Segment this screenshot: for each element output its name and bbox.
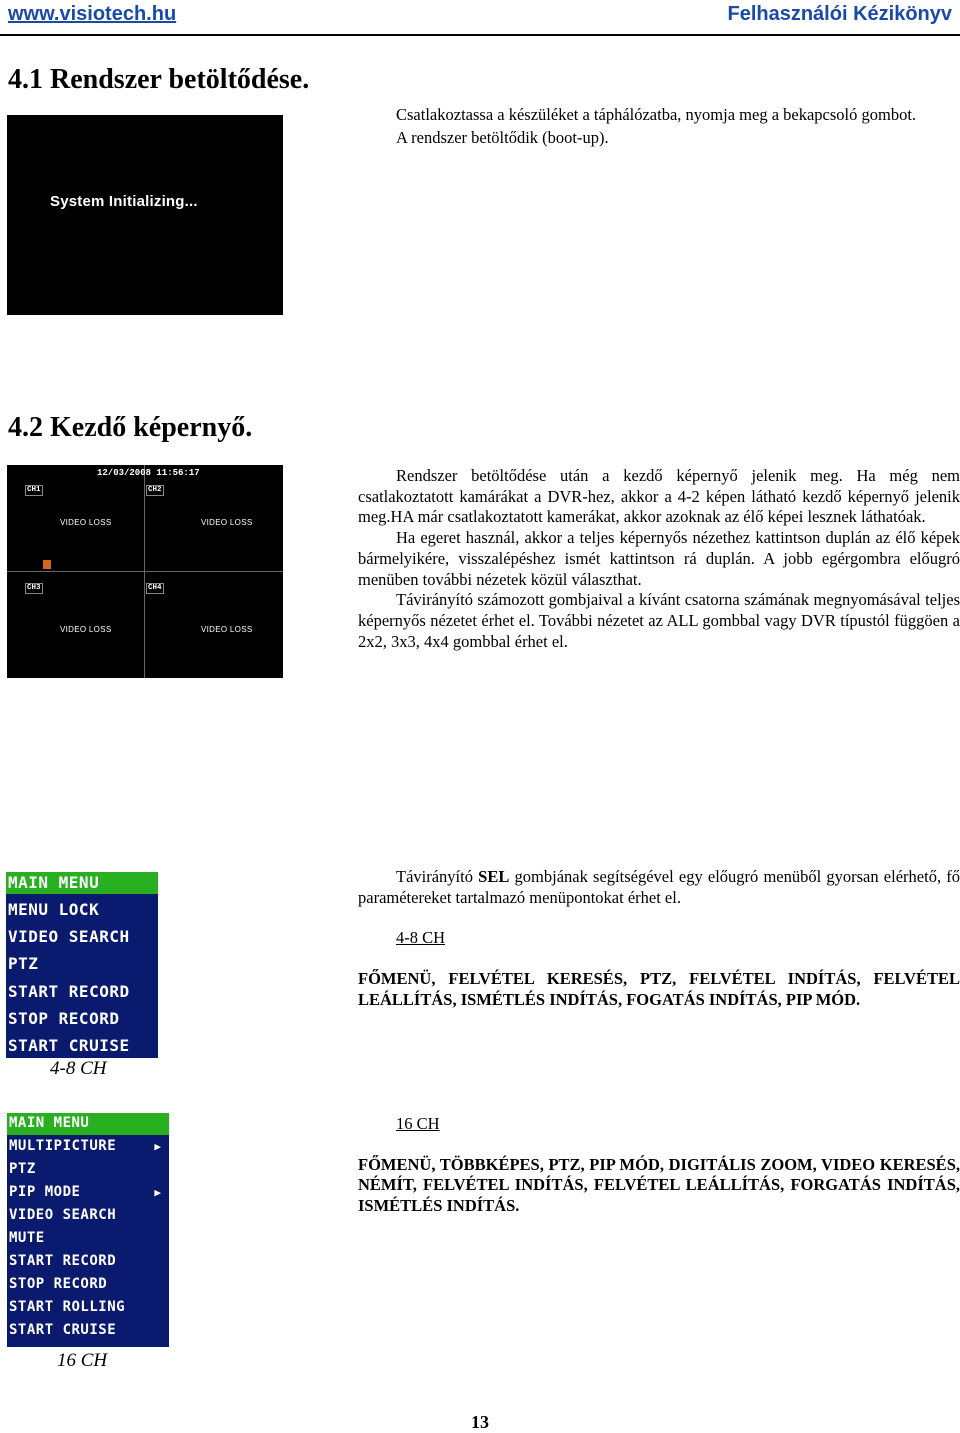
status-indicator-icon: [43, 560, 51, 569]
section-title-boot: 4.1 Rendszer betöltődése.: [8, 64, 310, 95]
caption-4-8ch: 4-8 CH: [50, 1058, 107, 1079]
menu-item: START CRUISE: [9, 1322, 117, 1338]
sel-paragraph: [358, 867, 960, 1011]
boot-screen-text: System Initializing...: [50, 193, 198, 210]
boot-status-text: A rendszer betöltődik (boot-up).: [396, 127, 609, 147]
menu-item: MUTE: [9, 1230, 45, 1246]
video-loss-4: VIDEO LOSS: [201, 625, 253, 634]
menu-item: PIP MODE: [9, 1184, 81, 1200]
channel-label-2: CH2: [148, 486, 162, 494]
video-loss-1: VIDEO LOSS: [60, 518, 112, 527]
menu-item: START ROLLING: [9, 1299, 126, 1315]
header-divider: [0, 34, 960, 36]
menu-16ch-paragraph: [358, 1114, 960, 1217]
caption-16ch: 16 CH: [57, 1350, 108, 1371]
menu-item: START CRUISE: [8, 1036, 130, 1055]
page-number: 13: [471, 1412, 489, 1432]
menu-item: PTZ: [9, 1161, 36, 1177]
popup-menu-4-8ch: [6, 872, 158, 1058]
osd-timestamp: 12/03/2008 11:56:17: [97, 468, 200, 478]
boot-paragraph: [358, 105, 960, 148]
home-paragraphs: [358, 466, 960, 652]
channel-label-3: CH3: [27, 584, 41, 592]
sel-intro-text: Távirányító SEL gombjának segítségével egy előugró menüből gyorsan elérhető, fő paramétereket tartalmazó menüpontokat érhet el.: [358, 867, 960, 907]
channel-label-4: CH4: [148, 584, 162, 592]
grid-divider-horizontal: [7, 571, 283, 572]
menu-item: START RECORD: [9, 1253, 117, 1269]
menu-item: VIDEO SEARCH: [9, 1207, 117, 1223]
menu-item: MAIN MENU: [8, 873, 100, 892]
menu-item: MAIN MENU: [9, 1115, 90, 1131]
boot-screen-image: [7, 115, 283, 315]
menu-item: PTZ: [8, 954, 39, 973]
label-16ch: 16 CH: [396, 1114, 440, 1133]
video-loss-2: VIDEO LOSS: [201, 518, 253, 527]
submenu-arrow-icon: ▶: [154, 1140, 161, 1153]
popup-menu-16ch: [7, 1113, 169, 1347]
video-loss-3: VIDEO LOSS: [60, 625, 112, 634]
home-screen-image: [7, 465, 283, 678]
menu-item: STOP RECORD: [8, 1009, 120, 1028]
boot-instruction: Csatlakoztassa a készüléket a táphálózatba, nyomja meg a bekapcsoló gombot.: [396, 105, 917, 124]
home-mouse-text: Ha egeret használ, akkor a teljes képernyős nézethez kattintson duplán az élő képek bármelyikére, visszalépéshez ismét kattintson rá duplán. A jobb egérgombra előugró menüben további nézetek közül választhat.: [358, 528, 960, 589]
menu-item: MENU LOCK: [8, 900, 100, 919]
section-title-home: 4.2 Kezdő képernyő.: [8, 412, 253, 443]
submenu-arrow-icon: ▶: [154, 1186, 161, 1199]
menu-item: MULTIPICTURE: [9, 1138, 117, 1154]
home-remote-text: Távirányító számozott gombjaival a kívánt csatorna számának megnyomásával teljes képernyős nézetet érhet el. További nézetet az ALL gombbal vagy DVR típustól függöen a 2x2, 3x3, 4x4 gombbal érhet el.: [358, 590, 960, 651]
menu-list-4-8ch: FŐMENÜ, FELVÉTEL KERESÉS, PTZ, FELVÉTEL INDÍTÁS, FELVÉTEL LEÁLLÍTÁS, ISMÉTLÉS INDÍTÁS, FOGATÁS INDÍTÁS, PIP MÓD.: [358, 969, 960, 1009]
label-4-8ch: 4-8 CH: [396, 928, 446, 948]
home-intro-text: Rendszer betöltődése után a kezdő képernyő jelenik meg. Ha még nem csatlakoztatott kamárákat a DVR-hez, akkor a 4-2 képen látható kezdő képernyő jelenik meg.HA már csatlakoztatott kamerákat, akkor azoknak az élő képei lesznek láthatóak.: [358, 466, 960, 527]
menu-item: STOP RECORD: [9, 1276, 108, 1292]
document-title: Felhasználói Kézikönyv: [727, 3, 952, 25]
menu-list-16ch: FŐMENÜ, TÖBBKÉPES, PTZ, PIP MÓD, DIGITÁLIS ZOOM, VIDEO KERESÉS, NÉMÍT, FELVÉTEL INDÍTÁS, FELVÉTEL LEÁLLÍTÁS, FORGATÁS INDÍTÁS, ISMÉTLÉS INDÍTÁS.: [358, 1154, 960, 1216]
menu-item: START RECORD: [8, 982, 130, 1001]
menu-item: VIDEO SEARCH: [8, 927, 130, 946]
channel-label-1: CH1: [27, 486, 41, 494]
site-link[interactable]: www.visiotech.hu: [8, 3, 177, 25]
